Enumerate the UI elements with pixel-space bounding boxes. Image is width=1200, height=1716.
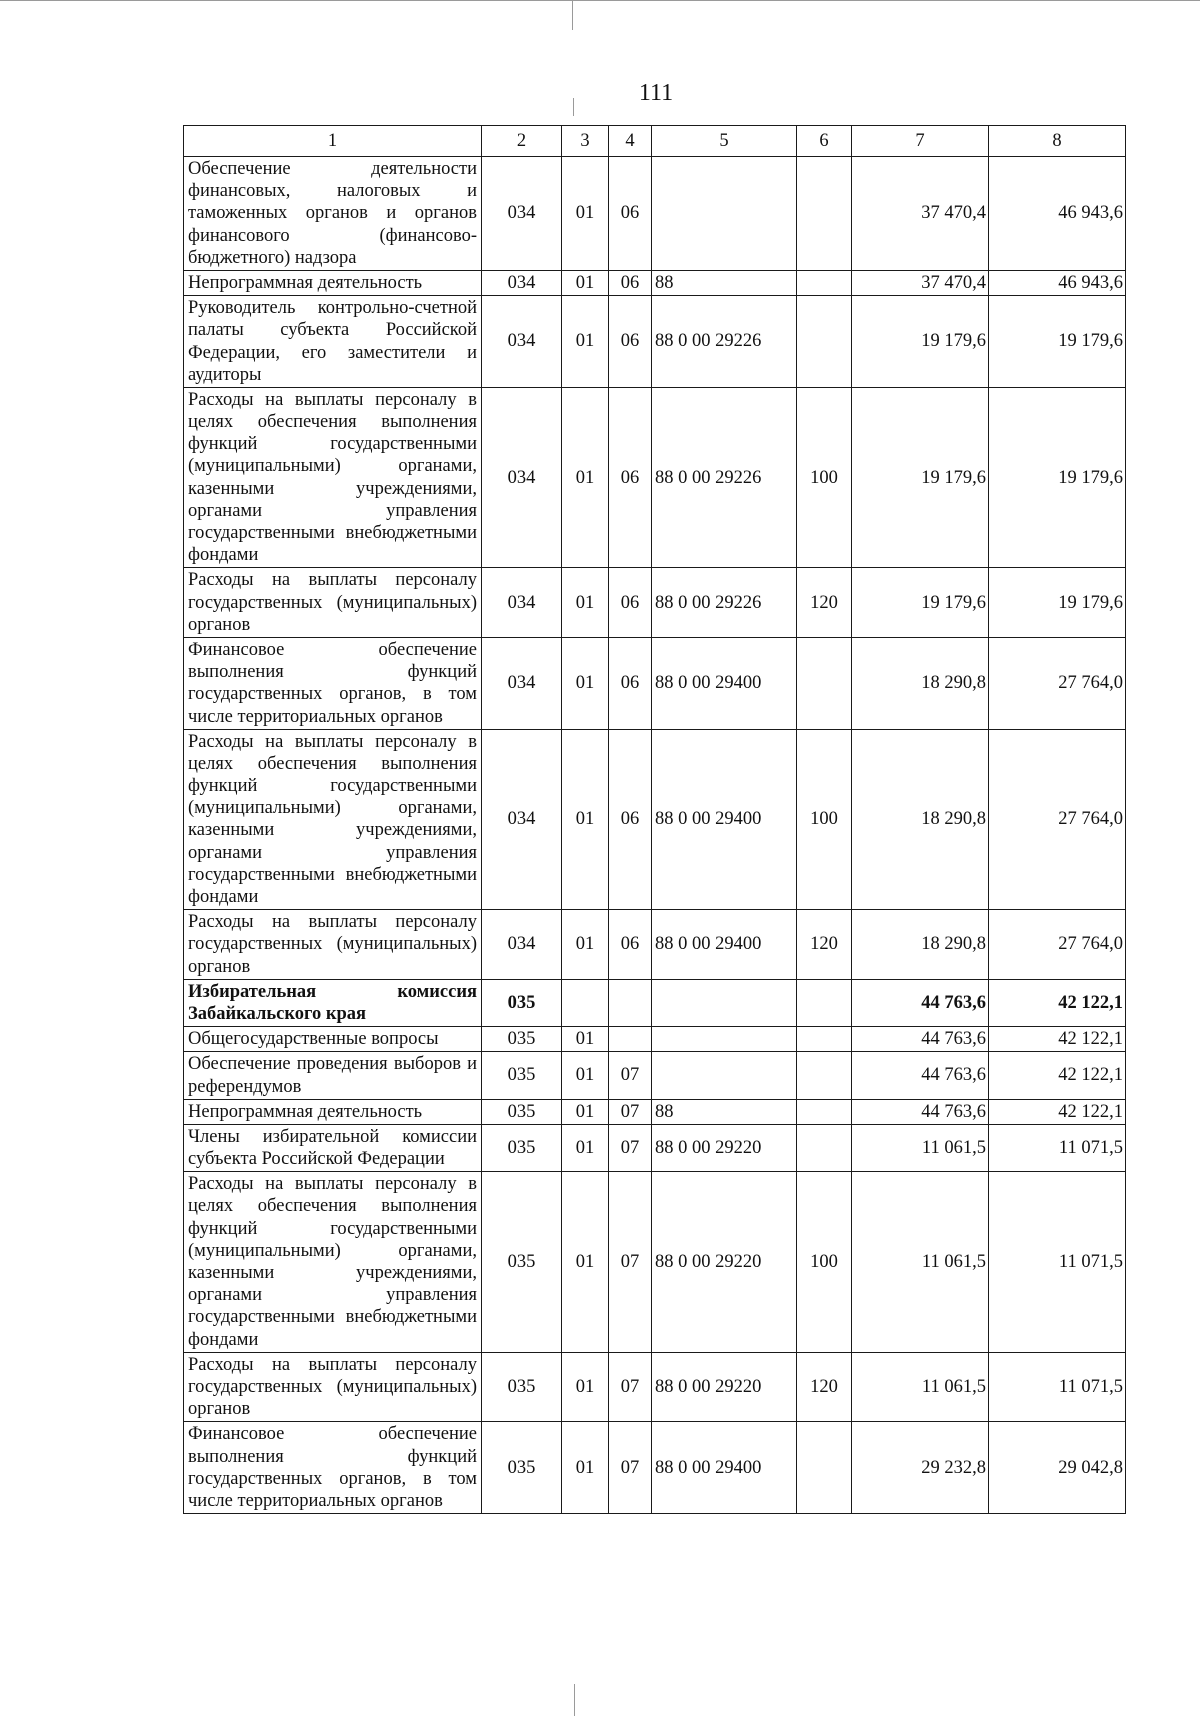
cell-admin-code: 035: [482, 1172, 562, 1353]
cell-subsection: 06: [609, 387, 652, 568]
cell-admin-code: 035: [482, 1124, 562, 1171]
table-row: [184, 1124, 1126, 1171]
page-number: 111: [638, 80, 674, 106]
cell-amount-year2: 11 071,5: [989, 1172, 1126, 1353]
cell-amount-year2: 19 179,6: [989, 387, 1126, 568]
cell-expense-type: [797, 157, 852, 271]
cell-subsection: 06: [609, 910, 652, 980]
table-body: [184, 157, 1126, 1514]
cell-subsection: 06: [609, 729, 652, 910]
cell-subsection: 07: [609, 1352, 652, 1422]
cell-section: 01: [562, 910, 609, 980]
scan-edge-line-top: [0, 0, 1200, 1]
cell-expense-type: 120: [797, 568, 852, 638]
cell-subsection: 07: [609, 1124, 652, 1171]
cell-section: 01: [562, 1099, 609, 1124]
cell-expense-type: [797, 296, 852, 388]
cell-amount-year1: 44 763,6: [852, 1052, 989, 1099]
row-label: Расходы на выплаты персоналу в целях обеспечения выполнения функций государственными (муниципальными) органами, казенными учреждениями, органами управления государственными внебюджетными фондами: [184, 387, 482, 568]
cell-amount-year1: 19 179,6: [852, 296, 989, 388]
cell-subsection: 06: [609, 568, 652, 638]
cell-target-article: 88 0 00 29220: [652, 1172, 797, 1353]
cell-amount-year2: 27 764,0: [989, 729, 1126, 910]
cell-amount-year2: 19 179,6: [989, 568, 1126, 638]
cell-target-article: [652, 1052, 797, 1099]
cell-target-article: 88 0 00 29400: [652, 637, 797, 729]
cell-subsection: 06: [609, 270, 652, 295]
cell-target-article: [652, 1027, 797, 1052]
header-row: [184, 126, 1126, 157]
cell-section: 01: [562, 1172, 609, 1353]
cell-amount-year1: 18 290,8: [852, 729, 989, 910]
table-row: [184, 1352, 1126, 1422]
cell-amount-year2: 29 042,8: [989, 1422, 1126, 1514]
cell-admin-code: 035: [482, 1052, 562, 1099]
cell-admin-code: 034: [482, 568, 562, 638]
table-row: [184, 729, 1126, 910]
column-header-5: 5: [652, 126, 797, 157]
table-row: [184, 979, 1126, 1026]
cell-target-article: 88 0 00 29400: [652, 910, 797, 980]
cell-subsection: 07: [609, 1172, 652, 1353]
cell-amount-year2: 46 943,6: [989, 270, 1126, 295]
cell-admin-code: 034: [482, 387, 562, 568]
cell-subsection: 07: [609, 1099, 652, 1124]
row-label: Расходы на выплаты персоналу в целях обеспечения выполнения функций государственными (муниципальными) органами, казенными учреждениями, органами управления государственными внебюджетными фондами: [184, 1172, 482, 1353]
cell-amount-year1: 37 470,4: [852, 157, 989, 271]
cell-admin-code: 035: [482, 1027, 562, 1052]
cell-expense-type: 100: [797, 387, 852, 568]
column-header-7: 7: [852, 126, 989, 157]
cell-target-article: [652, 979, 797, 1026]
column-header-2: 2: [482, 126, 562, 157]
row-label: Обеспечение деятельности финансовых, налоговых и таможенных органов и органов финансового (финансово-бюджетного) надзора: [184, 157, 482, 271]
cell-target-article: 88 0 00 29400: [652, 1422, 797, 1514]
table-row: [184, 1099, 1126, 1124]
cell-expense-type: 120: [797, 1352, 852, 1422]
table-row: [184, 157, 1126, 271]
cell-section: 01: [562, 270, 609, 295]
cell-section: 01: [562, 1352, 609, 1422]
row-label: Финансовое обеспечение выполнения функций государственных органов, в том числе территориальных органов: [184, 1422, 482, 1514]
cell-admin-code: 034: [482, 157, 562, 271]
cell-target-article: 88 0 00 29226: [652, 387, 797, 568]
row-label: Расходы на выплаты персоналу государственных (муниципальных) органов: [184, 568, 482, 638]
cell-admin-code: 034: [482, 910, 562, 980]
column-header-3: 3: [562, 126, 609, 157]
cell-section: [562, 979, 609, 1026]
cell-expense-type: 120: [797, 910, 852, 980]
cell-amount-year1: 44 763,6: [852, 1099, 989, 1124]
cell-subsection: 06: [609, 157, 652, 271]
cell-amount-year1: 19 179,6: [852, 568, 989, 638]
cell-amount-year1: 18 290,8: [852, 637, 989, 729]
cell-expense-type: [797, 1099, 852, 1124]
cell-amount-year1: 19 179,6: [852, 387, 989, 568]
column-header-4: 4: [609, 126, 652, 157]
table-row: [184, 1422, 1126, 1514]
cell-amount-year2: 11 071,5: [989, 1352, 1126, 1422]
row-label: Избирательная комиссия Забайкальского края: [184, 979, 482, 1026]
row-label: Расходы на выплаты персоналу в целях обеспечения выполнения функций государственными (муниципальными) органами, казенными учреждениями, органами управления государственными внебюджетными фондами: [184, 729, 482, 910]
cell-section: 01: [562, 1052, 609, 1099]
cell-section: 01: [562, 1422, 609, 1514]
cell-amount-year2: 42 122,1: [989, 979, 1126, 1026]
table-row: [184, 910, 1126, 980]
scan-center-mark-top: [572, 0, 573, 30]
cell-expense-type: [797, 637, 852, 729]
cell-section: 01: [562, 637, 609, 729]
cell-target-article: 88 0 00 29220: [652, 1124, 797, 1171]
cell-amount-year2: 46 943,6: [989, 157, 1126, 271]
cell-admin-code: 035: [482, 1099, 562, 1124]
cell-admin-code: 034: [482, 729, 562, 910]
row-label: Обеспечение проведения выборов и референдумов: [184, 1052, 482, 1099]
scan-center-mark-bottom: [574, 1684, 575, 1716]
cell-section: 01: [562, 1124, 609, 1171]
table-row: [184, 296, 1126, 388]
cell-admin-code: 035: [482, 1422, 562, 1514]
cell-section: 01: [562, 1027, 609, 1052]
table-row: [184, 387, 1126, 568]
cell-expense-type: [797, 1052, 852, 1099]
cell-section: 01: [562, 296, 609, 388]
cell-section: 01: [562, 157, 609, 271]
cell-subsection: 07: [609, 1052, 652, 1099]
cell-section: 01: [562, 387, 609, 568]
cell-expense-type: [797, 979, 852, 1026]
cell-target-article: [652, 157, 797, 271]
table-row: [184, 637, 1126, 729]
row-label: Непрограммная деятельность: [184, 270, 482, 295]
table-row: [184, 1052, 1126, 1099]
column-header-1: 1: [184, 126, 482, 157]
cell-admin-code: 034: [482, 270, 562, 295]
cell-amount-year2: 42 122,1: [989, 1052, 1126, 1099]
cell-admin-code: 034: [482, 296, 562, 388]
cell-expense-type: [797, 1422, 852, 1514]
cell-admin-code: 034: [482, 637, 562, 729]
cell-target-article: 88: [652, 1099, 797, 1124]
table-row: [184, 1172, 1126, 1353]
cell-target-article: 88 0 00 29220: [652, 1352, 797, 1422]
cell-amount-year1: 11 061,5: [852, 1124, 989, 1171]
row-label: Расходы на выплаты персоналу государственных (муниципальных) органов: [184, 1352, 482, 1422]
table-row: [184, 568, 1126, 638]
cell-target-article: 88 0 00 29400: [652, 729, 797, 910]
row-label: Непрограммная деятельность: [184, 1099, 482, 1124]
cell-expense-type: [797, 270, 852, 295]
column-header-6: 6: [797, 126, 852, 157]
table-row: [184, 270, 1126, 295]
cell-expense-type: [797, 1027, 852, 1052]
cell-amount-year1: 44 763,6: [852, 979, 989, 1026]
cell-amount-year2: 42 122,1: [989, 1099, 1126, 1124]
cell-subsection: 07: [609, 1422, 652, 1514]
cell-amount-year2: 11 071,5: [989, 1124, 1126, 1171]
cell-amount-year1: 29 232,8: [852, 1422, 989, 1514]
row-label: Расходы на выплаты персоналу государственных (муниципальных) органов: [184, 910, 482, 980]
cell-amount-year2: 27 764,0: [989, 637, 1126, 729]
cell-admin-code: 035: [482, 979, 562, 1026]
cell-subsection: [609, 1027, 652, 1052]
row-label: Финансовое обеспечение выполнения функций государственных органов, в том числе территориальных органов: [184, 637, 482, 729]
cell-subsection: [609, 979, 652, 1026]
cell-target-article: 88 0 00 29226: [652, 568, 797, 638]
row-label: Общегосударственные вопросы: [184, 1027, 482, 1052]
cell-admin-code: 035: [482, 1352, 562, 1422]
cell-amount-year1: 11 061,5: [852, 1352, 989, 1422]
table-row: [184, 1027, 1126, 1052]
cell-section: 01: [562, 568, 609, 638]
cell-amount-year1: 37 470,4: [852, 270, 989, 295]
cell-target-article: 88 0 00 29226: [652, 296, 797, 388]
column-header-8: 8: [989, 126, 1126, 157]
cell-amount-year2: 27 764,0: [989, 910, 1126, 980]
cell-expense-type: [797, 1124, 852, 1171]
cell-amount-year1: 44 763,6: [852, 1027, 989, 1052]
row-label: Руководитель контрольно-счетной палаты субъекта Российской Федерации, его заместители и аудиторы: [184, 296, 482, 388]
cell-target-article: 88: [652, 270, 797, 295]
cell-amount-year2: 19 179,6: [989, 296, 1126, 388]
row-label: Члены избирательной комиссии субъекта Российской Федерации: [184, 1124, 482, 1171]
cell-subsection: 06: [609, 637, 652, 729]
cell-expense-type: 100: [797, 729, 852, 910]
cell-subsection: 06: [609, 296, 652, 388]
cell-amount-year1: 18 290,8: [852, 910, 989, 980]
cell-expense-type: 100: [797, 1172, 852, 1353]
budget-table: [183, 125, 1126, 1514]
cell-amount-year1: 11 061,5: [852, 1172, 989, 1353]
cell-section: 01: [562, 729, 609, 910]
cell-amount-year2: 42 122,1: [989, 1027, 1126, 1052]
